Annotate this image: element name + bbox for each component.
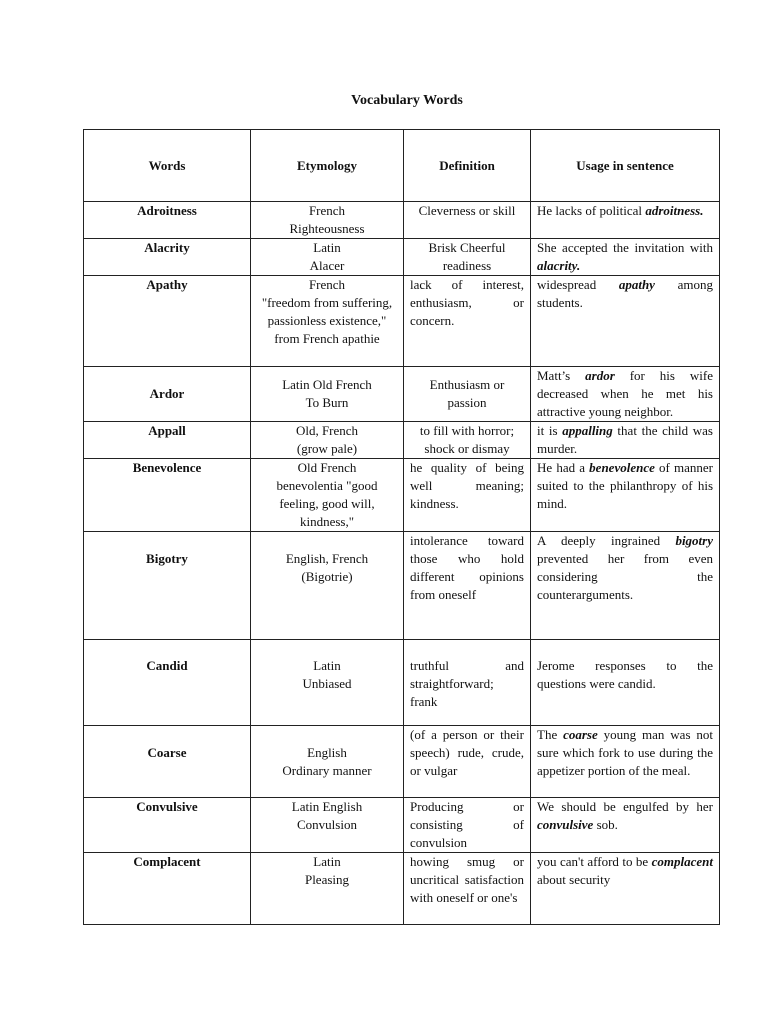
table-row [84, 276, 720, 367]
word-cell: Complacent [84, 853, 251, 925]
header-words: Words [84, 130, 251, 202]
table-row [84, 532, 720, 640]
etymology-cell: Latin Old French To Burn [251, 367, 404, 422]
etymology-cell: English Ordinary manner [251, 726, 404, 798]
usage-cell: He had a benevolence of manner suited to the philanthropy of his mind. [531, 459, 720, 532]
usage-cell: Matt’s ardor for his wife decreased when he met his attractive young neighbor. [531, 367, 720, 422]
word-cell: Apathy [84, 276, 251, 367]
word-cell: Alacrity [84, 239, 251, 276]
usage-cell: Jerome responses to the questions were candid. [531, 640, 720, 726]
etymology-cell: Latin Unbiased [251, 640, 404, 726]
definition-cell: to fill with horror; shock or dismay [404, 422, 531, 459]
definition-cell: Enthusiasm or passion [404, 367, 531, 422]
etymology-cell: English, French (Bigotrie) [251, 532, 404, 640]
etymology-cell: Latin English Convulsion [251, 798, 404, 853]
table-row [84, 202, 720, 239]
word-cell: Candid [84, 640, 251, 726]
usage-cell: He lacks of political adroitness. [531, 202, 720, 239]
word-cell: Ardor [84, 367, 251, 422]
header-etymology: Etymology [251, 130, 404, 202]
definition-cell: he quality of being well meaning; kindness. [404, 459, 531, 532]
word-cell: Bigotry [84, 532, 251, 640]
header-usage: Usage in sentence [531, 130, 720, 202]
table-row [84, 422, 720, 459]
word-cell: Convulsive [84, 798, 251, 853]
definition-cell: lack of interest, enthusiasm, or concern. [404, 276, 531, 367]
table-row [84, 459, 720, 532]
table-row [84, 853, 720, 925]
definition-cell: (of a person or their speech) rude, crude, or vulgar [404, 726, 531, 798]
definition-cell: howing smug or uncritical satisfaction with oneself or one's [404, 853, 531, 925]
etymology-cell: Latin Alacer [251, 239, 404, 276]
word-cell: Adroitness [84, 202, 251, 239]
etymology-cell: French "freedom from suffering, passionless existence," from French apathie [251, 276, 404, 367]
usage-cell: We should be engulfed by her convulsive sob. [531, 798, 720, 853]
etymology-cell: Old French benevolentia "good feeling, good will, kindness," [251, 459, 404, 532]
page-title: Vocabulary Words [351, 93, 463, 108]
usage-cell: it is appalling that the child was murder. [531, 422, 720, 459]
definition-cell: Brisk Cheerful readiness [404, 239, 531, 276]
etymology-cell: Old, French (grow pale) [251, 422, 404, 459]
word-cell: Benevolence [84, 459, 251, 532]
table-row [84, 798, 720, 853]
definition-cell: intolerance toward those who hold different opinions from oneself [404, 532, 531, 640]
table-row [84, 367, 720, 422]
etymology-cell: Latin Pleasing [251, 853, 404, 925]
word-cell: Coarse [84, 726, 251, 798]
etymology-cell: French Righteousness [251, 202, 404, 239]
usage-cell: The coarse young man was not sure which fork to use during the appetizer portion of the meal. [531, 726, 720, 798]
usage-cell: A deeply ingrained bigotry prevented her from even considering the counterarguments. [531, 532, 720, 640]
usage-cell: you can't afford to be complacent about security [531, 853, 720, 925]
word-cell: Appall [84, 422, 251, 459]
table-row [84, 726, 720, 798]
definition-cell: Producing or consisting of convulsion [404, 798, 531, 853]
definition-cell: truthful and straightforward; frank [404, 640, 531, 726]
usage-cell: widespread apathy among students. [531, 276, 720, 367]
table-row [84, 239, 720, 276]
usage-cell: She accepted the invitation with alacrity. [531, 239, 720, 276]
vocabulary-table [83, 129, 720, 925]
definition-cell: Cleverness or skill [404, 202, 531, 239]
table-row [84, 640, 720, 726]
header-definition: Definition [404, 130, 531, 202]
header-row [84, 130, 720, 202]
